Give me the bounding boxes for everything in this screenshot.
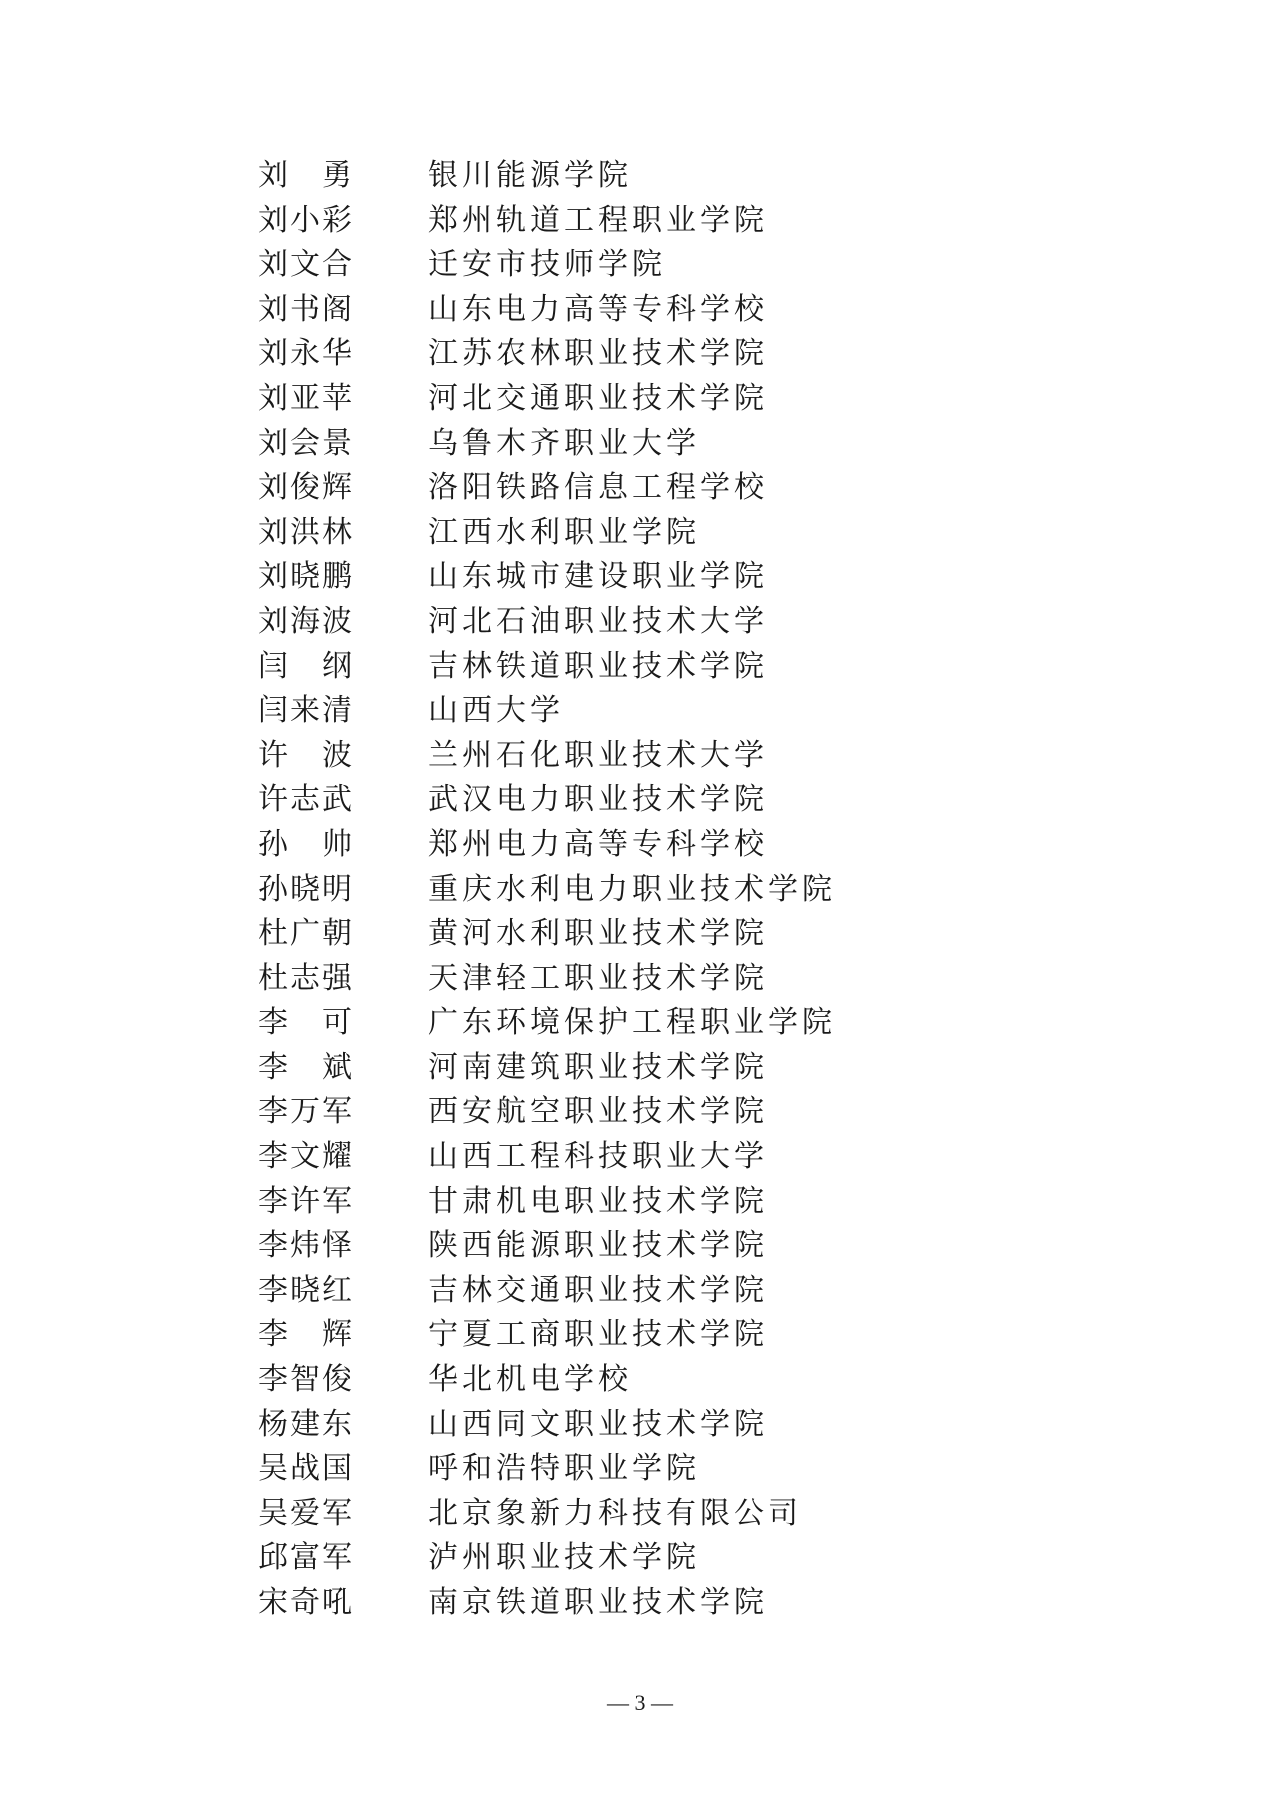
person-name: 刘会景 <box>258 425 354 461</box>
person-name: 刘洪林 <box>258 514 354 550</box>
list-item <box>258 1403 1158 1448</box>
person-name: 吴爱军 <box>258 1495 354 1531</box>
person-name: 许 波 <box>258 737 354 773</box>
list-item <box>258 1090 1158 1135</box>
list-item <box>258 422 1158 467</box>
list-item <box>258 199 1158 244</box>
institution-name: 重庆水利电力职业技术学院 <box>428 871 836 907</box>
institution-name: 郑州电力高等专科学校 <box>428 826 768 862</box>
name-list <box>258 154 1158 1626</box>
list-item <box>258 1269 1158 1314</box>
person-name: 李 可 <box>258 1005 354 1041</box>
list-item <box>258 689 1158 734</box>
institution-name: 吉林交通职业技术学院 <box>428 1272 768 1308</box>
institution-name: 泸州职业技术学院 <box>428 1540 700 1576</box>
institution-name: 银川能源学院 <box>428 158 632 193</box>
person-name: 吴战国 <box>258 1451 354 1487</box>
institution-name: 河南建筑职业技术学院 <box>428 1049 768 1085</box>
institution-name: 迁安市技师学院 <box>428 247 666 283</box>
list-item <box>258 288 1158 333</box>
person-name: 刘文合 <box>258 247 354 283</box>
person-name: 杨建东 <box>258 1406 354 1442</box>
person-name: 闫 纲 <box>258 648 354 684</box>
list-item <box>258 377 1158 422</box>
list-item <box>258 1046 1158 1091</box>
institution-name: 武汉电力职业技术学院 <box>428 782 768 818</box>
list-item <box>258 868 1158 913</box>
person-name: 李 辉 <box>258 1317 354 1353</box>
list-item <box>258 912 1158 957</box>
list-item <box>258 1447 1158 1492</box>
list-item <box>258 1536 1158 1581</box>
list-item <box>258 154 1158 199</box>
list-item <box>258 466 1158 511</box>
institution-name: 山西大学 <box>428 693 564 729</box>
list-item <box>258 645 1158 690</box>
list-item <box>258 1224 1158 1269</box>
person-name: 李炜怿 <box>258 1228 354 1264</box>
person-name: 李文耀 <box>258 1139 354 1175</box>
list-item <box>258 1001 1158 1046</box>
institution-name: 广东环境保护工程职业学院 <box>428 1005 836 1041</box>
institution-name: 黄河水利职业技术学院 <box>428 916 768 952</box>
institution-name: 南京铁道职业技术学院 <box>428 1585 768 1620</box>
person-name: 李许军 <box>258 1183 354 1219</box>
institution-name: 甘肃机电职业技术学院 <box>428 1183 768 1219</box>
institution-name: 山东电力高等专科学校 <box>428 291 768 327</box>
list-item <box>258 555 1158 600</box>
list-item <box>258 823 1158 868</box>
list-item <box>258 1492 1158 1537</box>
institution-name: 宁夏工商职业技术学院 <box>428 1317 768 1353</box>
list-item <box>258 243 1158 288</box>
institution-name: 河北交通职业技术学院 <box>428 380 768 416</box>
institution-name: 洛阳铁路信息工程学校 <box>428 470 768 506</box>
person-name: 刘亚苹 <box>258 380 354 416</box>
institution-name: 江苏农林职业技术学院 <box>428 336 768 372</box>
person-name: 闫来清 <box>258 693 354 729</box>
institution-name: 山西工程科技职业大学 <box>428 1139 768 1175</box>
list-item <box>258 1581 1158 1626</box>
person-name: 孙晓明 <box>258 871 354 907</box>
person-name: 刘书阁 <box>258 291 354 327</box>
person-name: 刘小彩 <box>258 202 354 238</box>
institution-name: 山西同文职业技术学院 <box>428 1406 768 1442</box>
person-name: 刘 勇 <box>258 158 354 193</box>
institution-name: 郑州轨道工程职业学院 <box>428 202 768 238</box>
institution-name: 兰州石化职业技术大学 <box>428 737 768 773</box>
person-name: 刘俊辉 <box>258 470 354 506</box>
person-name: 刘晓鹏 <box>258 559 354 595</box>
institution-name: 天津轻工职业技术学院 <box>428 960 768 996</box>
institution-name: 河北石油职业技术大学 <box>428 603 768 639</box>
person-name: 杜志强 <box>258 960 354 996</box>
person-name: 许志武 <box>258 782 354 818</box>
institution-name: 西安航空职业技术学院 <box>428 1094 768 1130</box>
person-name: 杜广朝 <box>258 916 354 952</box>
list-item <box>258 1313 1158 1358</box>
person-name: 宋奇吼 <box>258 1585 354 1620</box>
list-item <box>258 1180 1158 1225</box>
person-name: 李 斌 <box>258 1049 354 1085</box>
person-name: 邱富军 <box>258 1540 354 1576</box>
institution-name: 乌鲁木齐职业大学 <box>428 425 700 461</box>
person-name: 刘海波 <box>258 603 354 639</box>
institution-name: 呼和浩特职业学院 <box>428 1451 700 1487</box>
person-name: 李万军 <box>258 1094 354 1130</box>
person-name: 李晓红 <box>258 1272 354 1308</box>
institution-name: 北京象新力科技有限公司 <box>428 1495 802 1531</box>
institution-name: 陕西能源职业技术学院 <box>428 1228 768 1264</box>
institution-name: 吉林铁道职业技术学院 <box>428 648 768 684</box>
person-name: 刘永华 <box>258 336 354 372</box>
list-item <box>258 600 1158 645</box>
list-item <box>258 734 1158 779</box>
list-item <box>258 778 1158 823</box>
list-item <box>258 511 1158 556</box>
list-item <box>258 957 1158 1002</box>
page-number: — 3 — <box>607 1690 673 1715</box>
list-item <box>258 332 1158 377</box>
institution-name: 华北机电学校 <box>428 1362 632 1398</box>
institution-name: 山东城市建设职业学院 <box>428 559 768 595</box>
person-name: 孙 帅 <box>258 826 354 862</box>
list-item <box>258 1135 1158 1180</box>
institution-name: 江西水利职业学院 <box>428 514 700 550</box>
list-item <box>258 1358 1158 1403</box>
person-name: 李智俊 <box>258 1362 354 1398</box>
